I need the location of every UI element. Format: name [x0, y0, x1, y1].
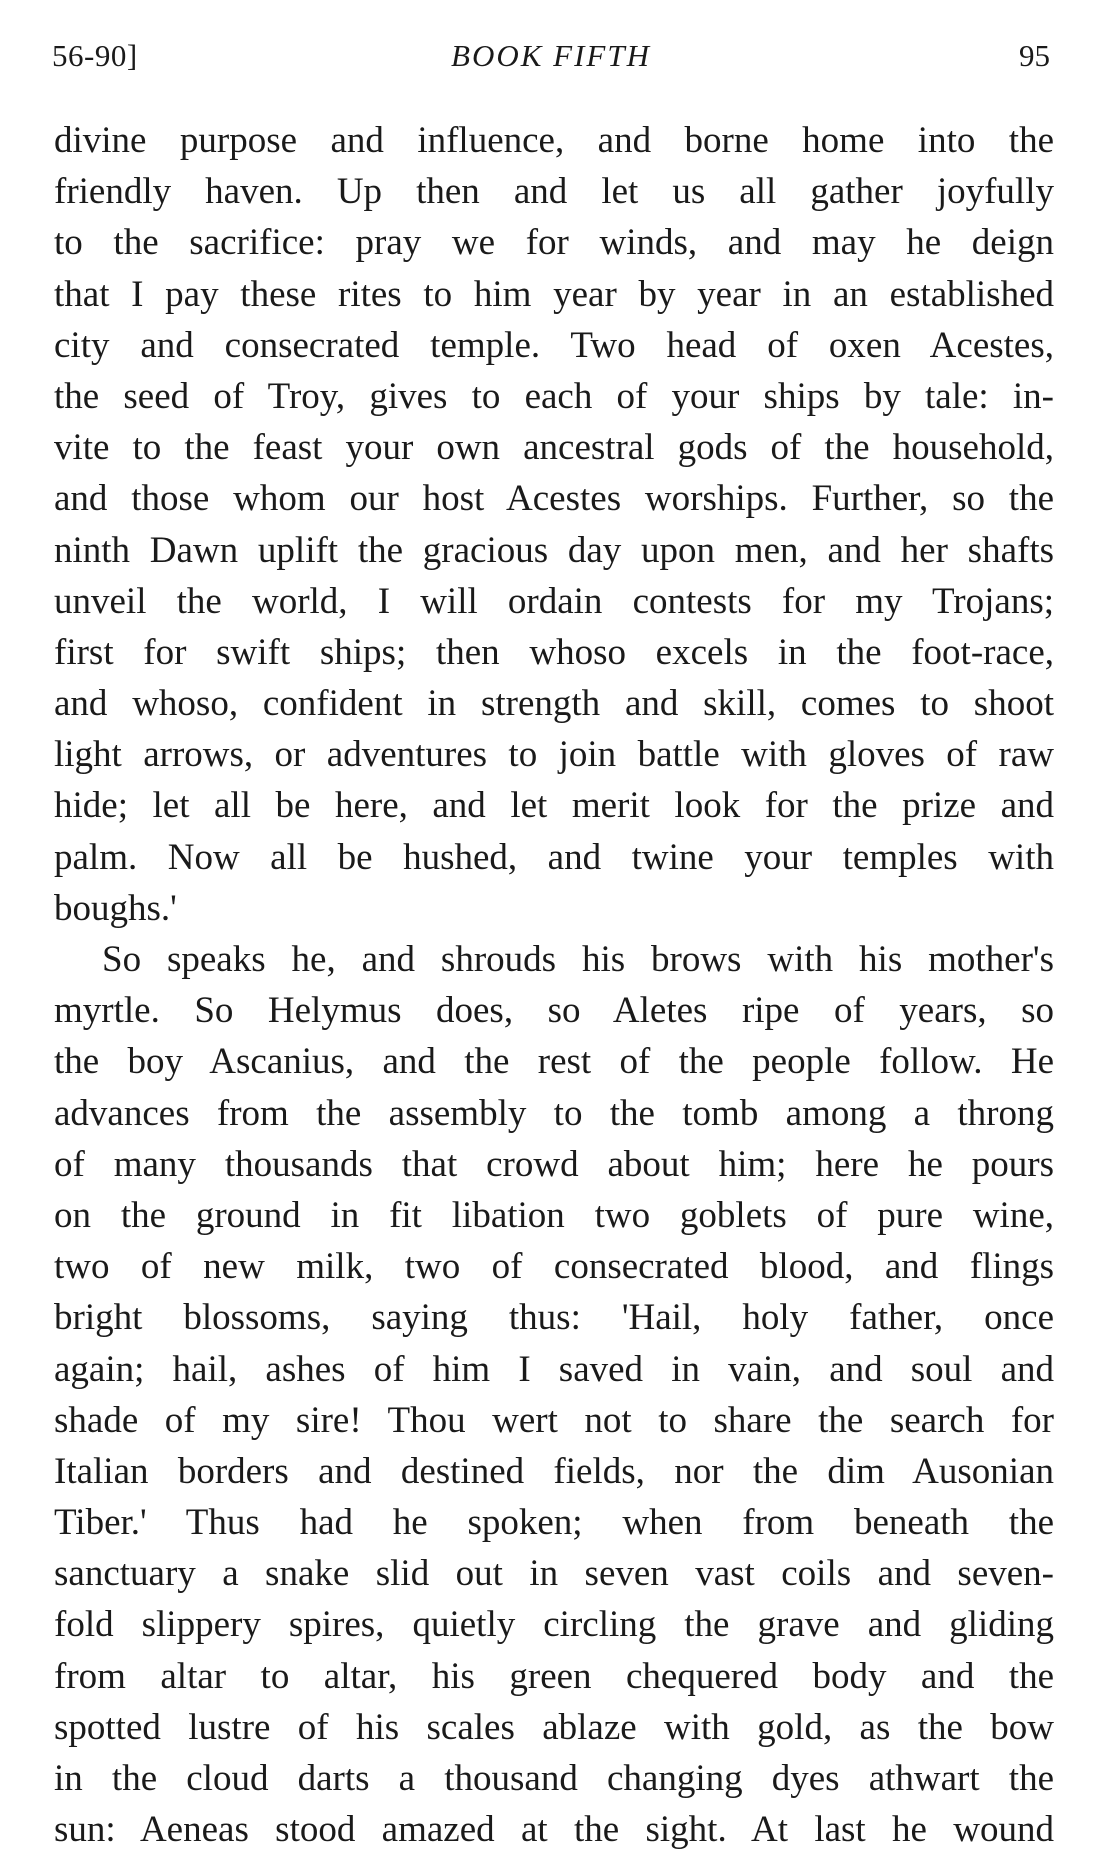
text-line: divine purpose and influence, and borne home into the — [54, 120, 1054, 161]
text-line: sanctuary a snake slid out in seven vast coils and seven- — [54, 1553, 1054, 1595]
text-line: shade of my sire! Thou wert not to share the search for — [54, 1399, 1054, 1441]
text-line: advances from the assembly to the tomb among a throng — [54, 1092, 1054, 1134]
text-line: again; hail, ashes of him I saved in vain, and soul and — [54, 1348, 1054, 1390]
text-line: sun: Aeneas stood amazed at the sight. At last he wound — [54, 1809, 1054, 1851]
text-line: light arrows, or adventures to join battle with gloves of raw — [54, 734, 1054, 776]
text-line: city and consecrated temple. Two head of oxen Acestes, — [54, 324, 1054, 366]
text-line: and those whom our host Acestes worships. Further, so the — [54, 478, 1054, 520]
text-line: unveil the world, I will ordain contests for my Trojans; — [54, 580, 1054, 622]
text-line: on the ground in fit libation two goblets of pure wine, — [54, 1194, 1054, 1236]
text-line: Italian borders and destined fields, nor the dim Ausonian — [54, 1450, 1054, 1492]
text-line: friendly haven. Up then and let us all gather joyfully — [54, 171, 1054, 213]
line-range: 56-90] — [52, 38, 138, 73]
text-line: from altar to altar, his green chequered body and the — [54, 1655, 1054, 1697]
text-line: to the sacrifice: pray we for winds, and may he deign — [54, 222, 1054, 264]
text-line: first for swift ships; then whoso excels in the foot-race, — [54, 631, 1054, 673]
text-line-paragraph-start: So speaks he, and shrouds his brows with his mother's — [102, 939, 1054, 980]
text-line: in the cloud darts a thousand changing dyes athwart the — [54, 1758, 1054, 1799]
text-line-paragraph-end: boughs.' — [54, 887, 177, 929]
page-number: 95 — [1019, 38, 1050, 73]
text-line: vite to the feast your own ancestral gods of the household, — [54, 427, 1054, 469]
text-line: palm. Now all be hushed, and twine your temples with — [54, 836, 1054, 878]
text-line: spotted lustre of his scales ablaze with gold, as the bow — [54, 1706, 1054, 1748]
text-line: of many thousands that crowd about him; here he pours — [54, 1143, 1054, 1185]
text-line: and whoso, confident in strength and skill, comes to shoot — [54, 683, 1054, 725]
text-line: Tiber.' Thus had he spoken; when from beneath the — [54, 1502, 1054, 1544]
text-line: the boy Ascanius, and the rest of the people follow. He — [54, 1041, 1054, 1083]
body-text — [54, 115, 1054, 1855]
text-line: myrtle. So Helymus does, so Aletes ripe of years, so — [54, 990, 1054, 1032]
text-line: bright blossoms, saying thus: 'Hail, holy father, once — [54, 1297, 1054, 1339]
text-line: ninth Dawn uplift the gracious day upon men, and her shafts — [54, 529, 1054, 571]
text-line: fold slippery spires, quietly circling the grave and gliding — [54, 1604, 1054, 1646]
text-line: hide; let all be here, and let merit look for the prize and — [54, 785, 1054, 827]
running-head — [52, 38, 1050, 88]
book-title: BOOK FIFTH — [451, 38, 651, 73]
text-line: two of new milk, two of consecrated blood, and flings — [54, 1246, 1054, 1288]
text-line: the seed of Troy, gives to each of your ships by tale: in- — [54, 375, 1054, 417]
text-line: that I pay these rites to him year by year in an established — [54, 273, 1054, 315]
